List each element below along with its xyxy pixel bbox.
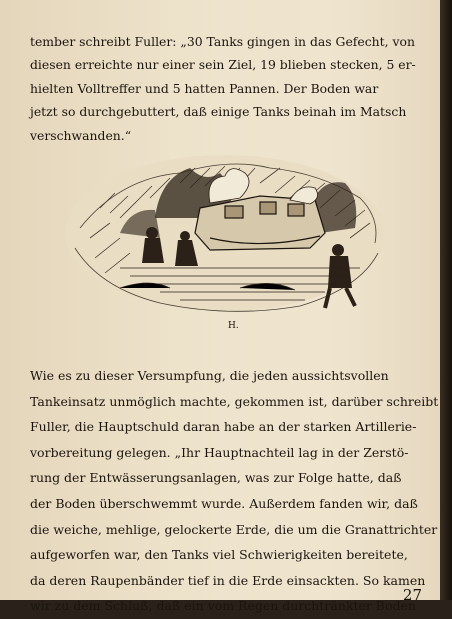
- text-line: die weiche, mehlige, gelockerte Erde, die um die Granattrichter: [30, 521, 438, 537]
- text-line: diesen erreichte nur einer sein Ziel, 19 blieben stecken, 5 er-: [30, 57, 416, 73]
- text-line: Wie es zu dieser Versumpfung, die jeden aussichtsvollen: [30, 368, 389, 383]
- text-line: da deren Raupenbänder tief in die Erde einsackten. So kamen: [30, 572, 426, 588]
- bottom-paragraph: [30, 363, 439, 619]
- page-edge-shadow: [440, 0, 452, 600]
- text-line: tember schreibt Fuller: „30 Tanks gingen in das Gefecht, von: [30, 34, 415, 49]
- page-number: 27: [402, 586, 422, 604]
- text-line: der Boden überschwemmt wurde. Außerdem fanden wir, daß: [30, 495, 418, 511]
- text-line: Fuller, die Hauptschuld daran habe an der starken Artillerie-: [30, 419, 417, 435]
- text-line: Tankeinsatz unmöglich machte, gekommen ist, darüber schreibt: [30, 393, 439, 409]
- engraving-image: [60, 138, 390, 338]
- text-line: wir zu dem Schluß, daß ein vom Regen durchtränkter Boden: [30, 598, 416, 614]
- top-paragraph: [30, 30, 422, 147]
- text-line: hielten Volltreffer und 5 hatten Pannen. Der Boden war: [30, 80, 379, 96]
- text-line: jetzt so durchgebuttert, daß einige Tanks beinah im Matsch: [30, 104, 407, 120]
- tank-battle-illustration: [60, 138, 390, 338]
- illustration-signature: H.: [228, 321, 239, 331]
- text-line: aufgeworfen war, den Tanks viel Schwierigkeiten bereitete,: [30, 547, 408, 563]
- text-line: vorbereitung gelegen. „Ihr Hauptnachteil lag in der Zerstö-: [30, 444, 409, 460]
- text-line: verschwanden.“: [30, 127, 132, 143]
- text-line: rung der Entwässerungsanlagen, was zur Folge hatte, daß: [30, 470, 402, 486]
